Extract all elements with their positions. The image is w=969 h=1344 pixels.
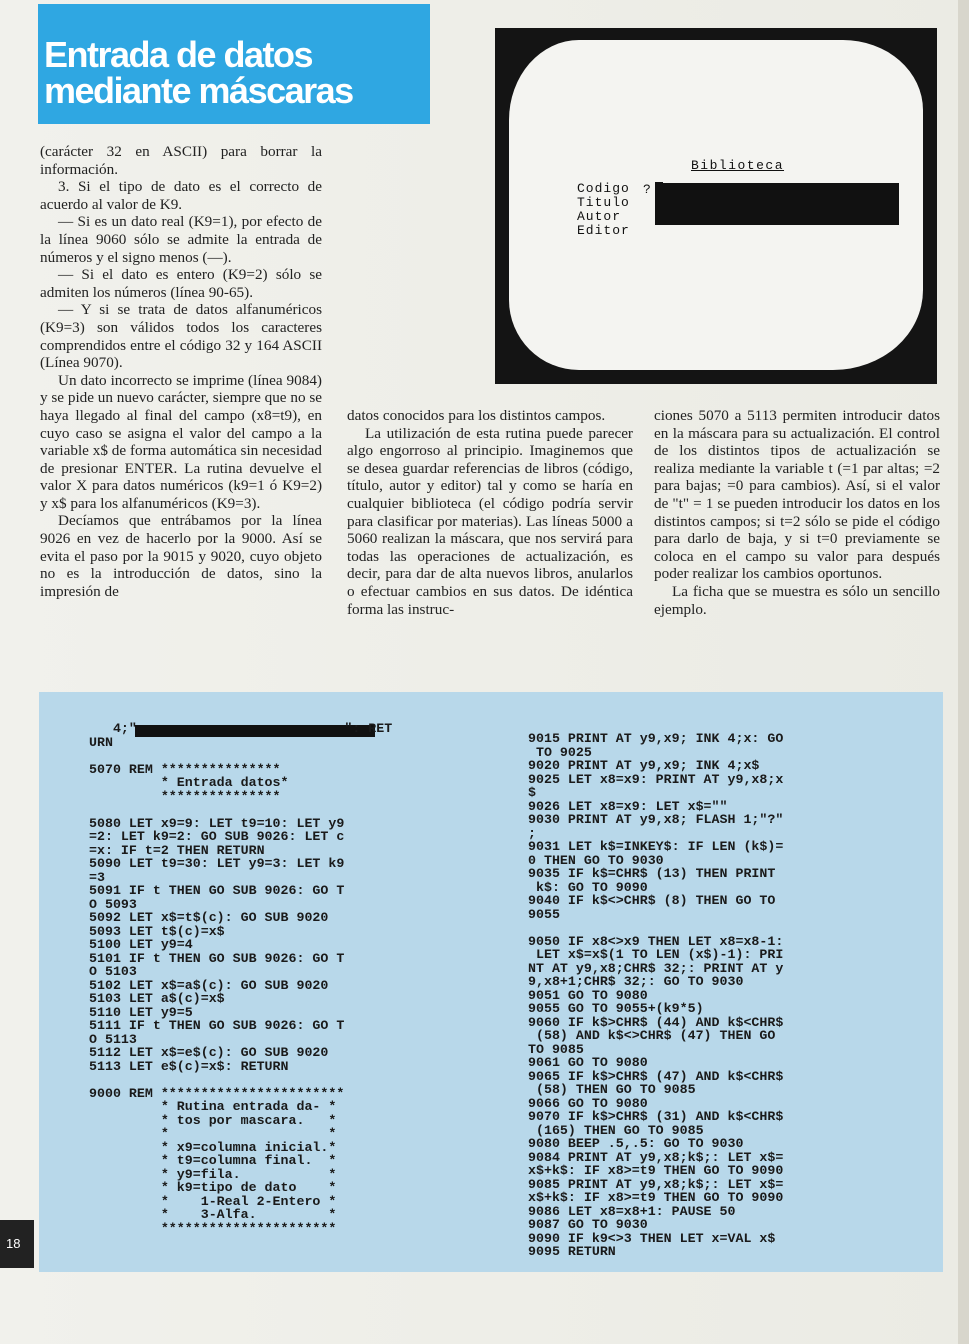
paragraph: ciones 5070 a 5113 permiten introducir datos en la máscara para su actualización. El control de los distintos tipos de actualización se realiza mediante la variable t (=1 par altas; =2 para bajas; =0 para cambios). Así, si el valor de "t" = 1 se pueden introducir los datos en los distintos campos; si t=2 sólo se pide el código para darlo de baja, y si t=0 previamente se coloca en el campo su valor para después poder realizar los cambios oportunos. <box>654 407 940 583</box>
paragraph: Un dato incorrecto se imprime (línea 9084) y se pide un nuevo carácter, siempre que no se haya llegado al final del campo (x8=t9), en cuyo caso se asigna el valor del campo a la variable x$ de forma automática sin necesidad de presionar ENTER. La rutina devuelve el valor X para datos numéricos (k9=1 ó K9=2) y x$ para los alfanuméricos (K9=3). <box>40 371 322 512</box>
paragraph: (carácter 32 en ASCII) para borrar la información. <box>40 143 322 178</box>
screen-prompt: ? <box>643 182 651 197</box>
paragraph: La ficha que se muestra es sólo un sencillo ejemplo. <box>654 582 940 618</box>
page-edge <box>958 0 969 1344</box>
program-listing <box>39 692 943 1272</box>
screen-input-fields <box>655 183 899 225</box>
text-column-2 <box>347 407 633 618</box>
screen-field-labels <box>577 182 630 238</box>
text-column-3 <box>654 407 940 618</box>
text-column-1 <box>40 143 322 600</box>
screen-title: Biblioteca <box>691 158 785 173</box>
paragraph: datos conocidos para los distintos campos. <box>347 407 606 424</box>
monitor-screen <box>509 40 923 370</box>
article-title-line2: mediante máscaras <box>44 70 353 111</box>
page-number-tab <box>0 1220 34 1268</box>
listing-column-1: 4;" ": RET URN 5070 REM *************** * Entrada datos* *************** 5080 LET x9=9: LET t9=10: LET y9 =2: LET k9=2: GO SUB 9026: LET c =x: IF t=2 THEN RETURN 5090 LET t9=30: LET y9=3: LET k9 =3 5091 IF t THEN GO SUB 9026: GO T O 5093 5092 LET x$=t$(c): GO SUB 9020 5093 LET t$(c)=x$ 5100 LET y9=4 5101 IF t THEN GO SUB 9026: GO T O 5103 5102 LET x$=a$(c): GO SUB 9020 5103 LET a$(c)=x$ 5110 LET y9=5 5111 IF t THEN GO SUB 9026: GO T O 5113 5112 LET x$=e$(c): GO SUB 9020 5113 LET e$(c)=x$: RETURN 9000 REM *********************** * Rutina entrada da- * * tos por mascara. * * * * x9=columna inicial.* * t9=columna final. * * y9=fila. * * k9=tipo de dato * * 1-Real 2-Entero * * 3-Alfa. * ********************** <box>89 721 393 1236</box>
screen-label-codigo: Codigo <box>577 181 630 196</box>
article-title-block <box>38 4 430 124</box>
article-title-line1: Entrada de datos <box>44 34 313 75</box>
paragraph: — Y si se trata de datos alfanuméricos (K9=3) son válidos todos los caracteres comprendidos entre el código 32 y 164 ASCII (Línea 9070). <box>40 301 322 372</box>
screen-label-titulo: Titulo <box>577 195 630 210</box>
paragraph: 3. Si el tipo de dato es el correcto de acuerdo al valor de K9. <box>40 178 322 213</box>
paragraph: — Si el dato es entero (K9=2) sólo se admiten los números (línea 90-65). <box>40 266 322 301</box>
paragraph: La utilización de esta rutina puede parecer algo engorroso al principio. Imaginemos que se desea guardar referencias de libros (código, título, autor y editor) tal y como se haría en cualquier biblioteca (el código podría servir para clasificar por materias). Las líneas 5000 a 5060 realizan la máscara, que nos servirá para todas las operaciones de actualización, es decir, para dar de alta nuevos libros, anularlos o efectuar cambios en sus datos. De idéntica forma las instruc- <box>347 424 633 618</box>
page-number: 18 <box>6 1236 21 1251</box>
monitor-photo <box>495 28 937 384</box>
paragraph: Decíamos que entrábamos por la línea 9026 en vez de hacerlo por la 9000. Así se evita el paso por la 9015 y 9020, cuyo objeto no es la introducción de datos, sino la impresión de <box>40 512 322 600</box>
screen-label-editor: Editor <box>577 223 630 238</box>
listing-column-2: 9015 PRINT AT y9,x9; INK 4;x: GO TO 9025 9020 PRINT AT y9,x9; INK 4;x$ 9025 LET x8=x9: PRINT AT y9,x8;x $ 9026 LET x8=x9: LET x$="" 9030 PRINT AT y9,x8; FLASH 1;"?" ; 9031 LET k$=INKEY$: IF LEN (k$)= 0 THEN GO TO 9030 9035 IF k$=CHR$ (13) THEN PRINT k$: GO TO 9090 9040 IF k$<>CHR$ (8) THEN GO TO 9055 9050 IF x8<>x9 THEN LET x8=x8-1: LET x$=x$(1 TO LEN (x$)-1): PRI NT AT y9,x8;CHR$ 32;: PRINT AT y 9,x8+1;CHR$ 32;: GO TO 9030 9051 GO TO 9080 9055 GO TO 9055+(k9*5) 9060 IF k$>CHR$ (44) AND k$<CHR$ (58) AND k$<>CHR$ (47) THEN GO TO 9085 9061 GO TO 9080 9065 IF k$>CHR$ (47) AND k$<CHR$ (58) THEN GO TO 9085 9066 GO TO 9080 9070 IF k$>CHR$ (31) AND k$<CHR$ (165) THEN GO TO 9085 9080 BEEP .5,.5: GO TO 9030 9084 PRINT AT y9,x8;k$;: LET x$= x$+k$: IF x8>=t9 THEN GO TO 9090 9085 PRINT AT y9,x8;k$;: LET x$= x$+k$: IF x8>=t9 THEN GO TO 9090 9086 LET x8=x8+1: PAUSE 50 9087 GO TO 9030 9090 IF k9<>3 THEN LET x=VAL x$ 9095 RETURN <box>528 731 784 1259</box>
screen-label-autor: Autor <box>577 209 622 224</box>
paragraph: — Si es un dato real (K9=1), por efecto de la línea 9060 sólo se admite la entrada de números y el signo menos (—). <box>40 213 322 266</box>
